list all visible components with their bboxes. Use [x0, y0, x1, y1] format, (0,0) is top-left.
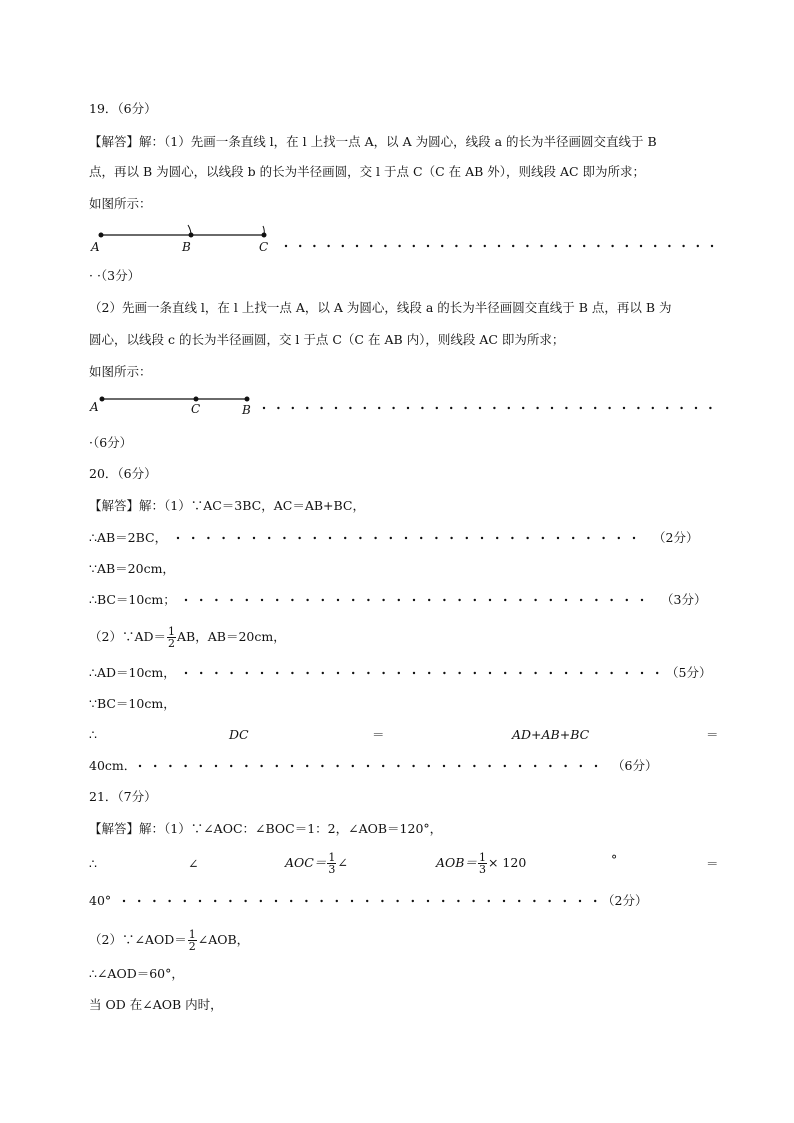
leader-dot [542, 537, 544, 539]
leader-dot [396, 900, 398, 902]
leader-dot [641, 599, 643, 601]
leader-dot [230, 672, 232, 674]
leader-dot [407, 407, 409, 409]
leader-dot [367, 599, 369, 601]
leader-dot [555, 245, 557, 247]
leader-dot [199, 900, 201, 902]
leader-dot [245, 765, 247, 767]
leader-dot [569, 245, 571, 247]
leader-dot [412, 765, 414, 767]
leader-dot [184, 900, 186, 902]
leader-dot [654, 245, 656, 247]
q21-aoc-text: AOC＝ [285, 855, 327, 870]
leader-dot [595, 672, 597, 674]
leader-dot [551, 407, 553, 409]
q21-header: 21．（7分） [89, 789, 157, 804]
leader-dot [428, 765, 430, 767]
fraction [478, 852, 487, 875]
leader-dot [292, 407, 294, 409]
leader-dot [222, 537, 224, 539]
leader-dot [522, 407, 524, 409]
leader-dot [464, 407, 466, 409]
q19-figure-caption-1: 如图所示： [89, 196, 152, 211]
leader-dot [381, 900, 383, 902]
q19-dot-leader-1 [284, 243, 724, 249]
leader-dot [652, 407, 654, 409]
leader-dot [466, 537, 468, 539]
leader-dot [320, 407, 322, 409]
leader-dot [238, 537, 240, 539]
leader-dot [565, 672, 567, 674]
q20-dot-leader-6 [184, 670, 664, 676]
q21-line4 [89, 929, 249, 952]
leader-dot [344, 537, 346, 539]
leader-dot [382, 599, 384, 601]
leader-dot [508, 407, 510, 409]
leader-dot [392, 407, 394, 409]
leader-dot [335, 407, 337, 409]
leader-dot [641, 672, 643, 674]
leader-dot [512, 245, 514, 247]
q21-line2-degree: ° [611, 852, 618, 867]
leader-dot [276, 672, 278, 674]
leader-dot [168, 900, 170, 902]
leader-dot [580, 599, 582, 601]
q21-aob-text: AOB＝ [436, 855, 477, 870]
leader-dot [695, 407, 697, 409]
leader-dot [374, 537, 376, 539]
leader-dot [260, 900, 262, 902]
leader-dot [595, 599, 597, 601]
leader-dot [548, 900, 550, 902]
q20-line3: ∵AB＝20cm， [89, 561, 175, 576]
leader-dot [215, 599, 217, 601]
q21-angle-2: ∠ [337, 855, 348, 870]
leader-dot [436, 407, 438, 409]
leader-dot [455, 245, 457, 247]
leader-dot [290, 900, 292, 902]
leader-dot [533, 900, 535, 902]
q19-score-1: · ·（3分） [89, 268, 141, 283]
leader-dot [367, 765, 369, 767]
leader-dot [138, 900, 140, 902]
leader-dot [443, 599, 445, 601]
q20-line8-sum: AD+AB+BC [512, 727, 590, 742]
q20-line8-equals: ＝ [372, 727, 385, 742]
leader-dot [610, 672, 612, 674]
leader-dot [479, 407, 481, 409]
q20-line9: 40cm． [89, 758, 137, 773]
leader-dot [351, 900, 353, 902]
q20-line1: 【解答】解：（1）∵AC＝3BC，AC＝AB+BC， [89, 498, 365, 513]
leader-dot [123, 900, 125, 902]
q21-line2-therefore: ∴ [89, 856, 97, 871]
fraction-numerator: 1 [188, 928, 196, 941]
leader-dot [435, 537, 437, 539]
leader-dot [458, 599, 460, 601]
leader-dot [364, 407, 366, 409]
leader-dot [398, 672, 400, 674]
fraction-denominator: 2 [188, 940, 196, 953]
q21-line2-aoc [285, 850, 348, 876]
leader-dot [215, 765, 217, 767]
leader-dot [484, 245, 486, 247]
leader-dot [352, 765, 354, 767]
leader-dot [298, 537, 300, 539]
leader-dot [185, 672, 187, 674]
leader-dot [587, 537, 589, 539]
q21-line2-angle: ∠ [188, 856, 199, 871]
leader-dot [564, 900, 566, 902]
leader-dot [697, 245, 699, 247]
leader-dot [263, 407, 265, 409]
q20-score-4: （3分） [661, 592, 707, 607]
fraction-numerator: 1 [168, 625, 176, 638]
leader-dot [413, 672, 415, 674]
leader-dot [268, 537, 270, 539]
leader-dot [623, 407, 625, 409]
leader-dot [481, 537, 483, 539]
fraction-denominator: 2 [168, 637, 176, 650]
leader-dot [498, 245, 500, 247]
leader-dot [305, 900, 307, 902]
leader-dot [580, 407, 582, 409]
leader-dot [602, 537, 604, 539]
leader-dot [428, 599, 430, 601]
leader-dot [540, 245, 542, 247]
q21-line4-prefix: （2）∵∠AOD＝ [89, 932, 187, 947]
leader-dot [626, 245, 628, 247]
q19-score-2: ·（6分） [89, 435, 133, 450]
leader-dot [291, 765, 293, 767]
leader-dot [214, 900, 216, 902]
leader-dot [709, 407, 711, 409]
leader-dot [283, 537, 285, 539]
leader-dot [260, 765, 262, 767]
leader-dot [618, 537, 620, 539]
leader-dot [230, 599, 232, 601]
leader-dot [329, 537, 331, 539]
q20-score-6: （5分） [666, 665, 712, 680]
leader-dot [594, 407, 596, 409]
leader-dot [493, 407, 495, 409]
leader-dot [349, 407, 351, 409]
leader-dot [336, 900, 338, 902]
leader-dot [244, 900, 246, 902]
q19-dot-leader-2 [262, 405, 722, 411]
leader-dot [261, 599, 263, 601]
leader-dot [656, 672, 658, 674]
leader-dot [277, 407, 279, 409]
q21-line2-equals: ＝ [706, 856, 719, 871]
leader-dot [579, 900, 581, 902]
leader-dot [580, 672, 582, 674]
leader-dot [610, 599, 612, 601]
fig2-label-b: B [242, 403, 251, 417]
leader-dot [356, 245, 358, 247]
leader-dot [597, 245, 599, 247]
q20-line2: ∴AB＝2BC， [89, 530, 168, 545]
leader-dot [526, 245, 528, 247]
leader-dot [299, 245, 301, 247]
leader-dot [611, 245, 613, 247]
leader-dot [594, 900, 596, 902]
leader-dot [276, 765, 278, 767]
leader-dot [680, 407, 682, 409]
q19-part2-line2: 圆心，以线段 c 的长为半径画圆，交 l 于点 C（C 在 AB 内），则线段 AC 即为所求； [89, 332, 565, 347]
fig1-label-b: B [182, 240, 191, 254]
fig1-label-c: C [259, 240, 269, 254]
leader-dot [474, 599, 476, 601]
q20-header: 20．（6分） [89, 466, 157, 481]
q21-line5: ∴∠AOD＝60°， [89, 966, 184, 981]
leader-dot [320, 900, 322, 902]
fig2-label-a: A [90, 400, 99, 414]
leader-dot [489, 672, 491, 674]
q20-line6: ∴AD＝10cm， [89, 665, 176, 680]
q19-figure-1 [85, 222, 285, 256]
q20-line5 [89, 626, 286, 649]
leader-dot [398, 245, 400, 247]
leader-dot [342, 245, 344, 247]
leader-dot [536, 407, 538, 409]
leader-dot [458, 765, 460, 767]
leader-dot [489, 599, 491, 601]
leader-dot [421, 407, 423, 409]
leader-dot [200, 599, 202, 601]
leader-dot [626, 672, 628, 674]
leader-dot [633, 537, 635, 539]
q20-score-9: （6分） [612, 758, 658, 773]
leader-dot [285, 245, 287, 247]
leader-dot [153, 900, 155, 902]
q20-line7: ∵BC＝10cm， [89, 696, 176, 711]
q21-line4-suffix: ∠AOB， [197, 932, 250, 947]
leader-dot [637, 407, 639, 409]
leader-dot [321, 765, 323, 767]
leader-dot [253, 537, 255, 539]
fraction-numerator: 1 [328, 851, 336, 864]
q19-figure-caption-2: 如图所示： [89, 364, 152, 379]
leader-dot [519, 672, 521, 674]
leader-dot [291, 599, 293, 601]
leader-dot [666, 407, 668, 409]
leader-dot [450, 407, 452, 409]
leader-dot [534, 599, 536, 601]
q19-header: 19．（6分） [89, 101, 157, 116]
leader-dot [534, 672, 536, 674]
leader-dot [397, 765, 399, 767]
leader-dot [504, 672, 506, 674]
leader-dot [457, 900, 459, 902]
q20-line8-therefore: ∴ [89, 727, 97, 742]
leader-dot [488, 900, 490, 902]
q20-line8-equals-2: ＝ [706, 727, 719, 742]
leader-dot [366, 900, 368, 902]
leader-dot [572, 537, 574, 539]
leader-dot [564, 765, 566, 767]
leader-dot [306, 599, 308, 601]
q20-dot-leader-9 [138, 763, 608, 769]
leader-dot [367, 672, 369, 674]
leader-dot [427, 900, 429, 902]
fig1-label-a: A [91, 240, 100, 254]
leader-dot [390, 537, 392, 539]
leader-dot [359, 537, 361, 539]
q19-part1-line2: 点，再以 B 为圆心，以线段 b 的长为半径画圆，交 l 于点 C（C 在 AB 外），则线段 AC 即为所求； [89, 164, 646, 179]
leader-dot [608, 407, 610, 409]
leader-dot [306, 672, 308, 674]
leader-dot [327, 245, 329, 247]
leader-dot [450, 537, 452, 539]
leader-dot [504, 599, 506, 601]
q21-line1: 【解答】解：（1）∵∠AOC：∠BOC＝1：2，∠AOB＝120°， [89, 821, 443, 836]
leader-dot [473, 765, 475, 767]
leader-dot [518, 900, 520, 902]
leader-dot [511, 537, 513, 539]
leader-dot [352, 599, 354, 601]
q19-figure-2 [85, 390, 265, 418]
leader-dot [565, 599, 567, 601]
leader-dot [215, 672, 217, 674]
leader-dot [384, 245, 386, 247]
leader-dot [626, 599, 628, 601]
leader-dot [337, 672, 339, 674]
leader-dot [246, 672, 248, 674]
q20-dot-leader-2 [176, 535, 646, 541]
fraction [167, 626, 176, 649]
leader-dot [413, 245, 415, 247]
leader-dot [200, 765, 202, 767]
q21-score-3: （2分） [602, 893, 648, 908]
leader-dot [382, 765, 384, 767]
leader-dot [306, 765, 308, 767]
fig2-label-c: C [191, 402, 201, 416]
q20-line5-suffix: AB，AB＝20cm， [177, 629, 286, 644]
leader-dot [276, 599, 278, 601]
leader-dot [405, 537, 407, 539]
leader-dot [322, 672, 324, 674]
leader-dot [550, 672, 552, 674]
leader-dot [177, 537, 179, 539]
fraction-denominator: 3 [478, 863, 486, 876]
leader-dot [682, 245, 684, 247]
leader-dot [595, 765, 597, 767]
q19-part2-line1: （2）先画一条直线 l，在 l 上找一点 A，以 A 为圆心，线段 a 的长为半径画圆交直线于 B 点，再以 B 为 [89, 300, 672, 315]
leader-dot [711, 245, 713, 247]
leader-dot [443, 672, 445, 674]
fraction [327, 852, 336, 875]
leader-dot [420, 537, 422, 539]
leader-dot [412, 900, 414, 902]
leader-dot [549, 765, 551, 767]
leader-dot [668, 245, 670, 247]
q20-dot-leader-4 [184, 597, 654, 603]
leader-dot [504, 765, 506, 767]
leader-dot [306, 407, 308, 409]
leader-dot [458, 672, 460, 674]
q19-part1-line1: 【解答】解：（1）先画一条直线 l，在 l 上找一点 A，以 A 为圆心，线段 a 的长为半径画圆交直线于 B [89, 134, 657, 149]
leader-dot [382, 672, 384, 674]
leader-dot [413, 599, 415, 601]
leader-dot [550, 599, 552, 601]
leader-dot [496, 537, 498, 539]
leader-dot [352, 672, 354, 674]
leader-dot [474, 672, 476, 674]
leader-dot [154, 765, 156, 767]
leader-dot [503, 900, 505, 902]
leader-dot [640, 245, 642, 247]
leader-dot [442, 900, 444, 902]
q21-line3: 40° [89, 893, 112, 908]
q21-line2-aob [436, 850, 526, 876]
leader-dot [583, 245, 585, 247]
leader-dot [261, 672, 263, 674]
leader-dot [337, 599, 339, 601]
fraction [188, 929, 197, 952]
leader-dot [230, 765, 232, 767]
leader-dot [246, 599, 248, 601]
leader-dot [519, 765, 521, 767]
q21-dot-leader-3 [122, 898, 600, 904]
leader-dot [472, 900, 474, 902]
leader-dot [378, 407, 380, 409]
leader-dot [441, 245, 443, 247]
leader-dot [557, 537, 559, 539]
leader-dot [534, 765, 536, 767]
q21-times-120: × 120 [487, 855, 527, 870]
leader-dot [314, 537, 316, 539]
leader-dot [336, 765, 338, 767]
leader-dot [291, 672, 293, 674]
q20-line8-dc: DC [229, 727, 249, 742]
fraction-numerator: 1 [478, 851, 486, 864]
leader-dot [185, 599, 187, 601]
leader-dot [398, 599, 400, 601]
q20-line5-prefix: （2）∵AD＝ [89, 629, 167, 644]
leader-dot [370, 245, 372, 247]
fraction-denominator: 3 [328, 863, 336, 876]
leader-dot [469, 245, 471, 247]
leader-dot [322, 599, 324, 601]
q20-score-2: （2分） [653, 530, 699, 545]
leader-dot [443, 765, 445, 767]
leader-dot [207, 537, 209, 539]
leader-dot [580, 765, 582, 767]
leader-dot [229, 900, 231, 902]
q20-line4: ∴BC＝10cm； [89, 592, 176, 607]
leader-dot [169, 765, 171, 767]
leader-dot [313, 245, 315, 247]
leader-dot [526, 537, 528, 539]
q21-line6: 当 OD 在∠AOB 内时， [89, 997, 223, 1012]
leader-dot [565, 407, 567, 409]
leader-dot [200, 672, 202, 674]
leader-dot [519, 599, 521, 601]
leader-dot [184, 765, 186, 767]
leader-dot [488, 765, 490, 767]
leader-dot [427, 245, 429, 247]
leader-dot [139, 765, 141, 767]
leader-dot [275, 900, 277, 902]
leader-dot [192, 537, 194, 539]
leader-dot [428, 672, 430, 674]
